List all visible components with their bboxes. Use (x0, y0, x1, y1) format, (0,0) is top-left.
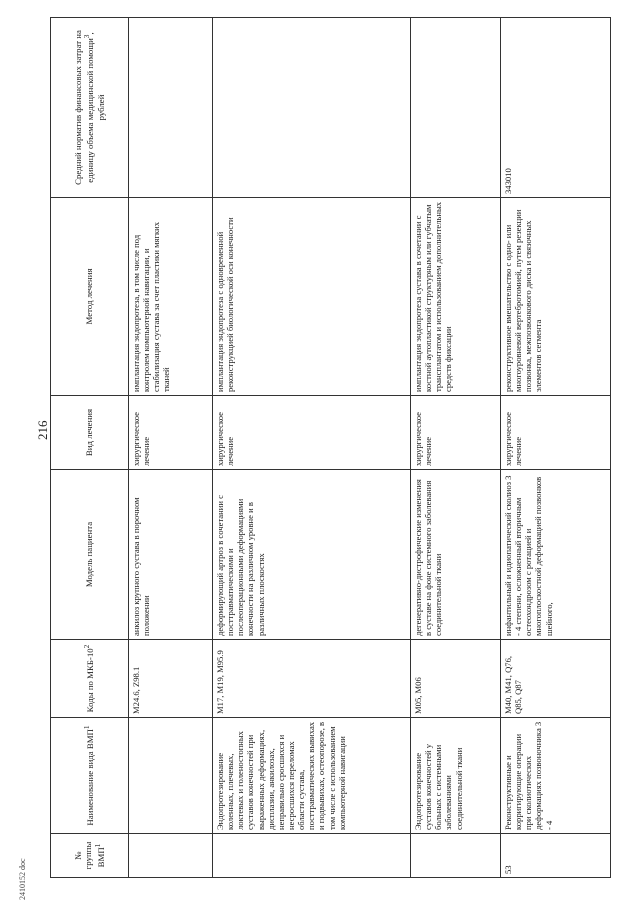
cell-icd: M24.6, Z98.1 (129, 640, 213, 718)
cell-group (129, 834, 213, 878)
header-icd: Коды по МКБ-$10^2$ (51, 640, 129, 718)
cell-icd: M40, M41, Q76, Q85, Q87 (501, 640, 611, 718)
cell-cost: 343010 (501, 18, 611, 198)
cell-group: 53 (501, 834, 611, 878)
vmp-table (50, 17, 611, 878)
cell-name: Реконструктивные и корригирующие операции при сколиотических деформациях позвоночника 3 - 4 (501, 718, 611, 834)
cell-patient: инфантильный и идиопатический сколиоз 3 - 4 степени, осложненный вторичным остеохондрозом с ротацией и многоплоскостной деформацией позвонков шейного, (501, 470, 611, 640)
header-treatment-type: Вид лечения (51, 396, 129, 470)
cell-method: имплантация эндопротеза сустава в сочетании с костной аутопластикой структурным или губчатым трансплантатом и использованием дополнительных средств фиксации (411, 198, 501, 396)
table-row (213, 18, 411, 878)
document-footer: 2410152 doc (18, 858, 27, 900)
table-header-row (51, 18, 129, 878)
cell-group (411, 834, 501, 878)
cell-name: Эндопротезирование коленных, плечевых, локтевых и голеностопных суставов конечностей при выраженных деформациях, дисплазии, анкилозах, неправильно сросшихся и несросшихся переломах области сустава, посттравматических вывихах и подвывихах, остеопорозе, в том числе с использованием компьютерной навигации (213, 718, 411, 834)
cell-method: имплантация эндопротеза с одновременной реконструкцией биологической оси конечности (213, 198, 411, 396)
cell-treatment: хирургическое лечение (501, 396, 611, 470)
cell-treatment: хирургическое лечение (213, 396, 411, 470)
table-row (129, 18, 213, 878)
cell-method: имплантация эндопротеза, в том числе под контролем компьютерной навигации, и стабилизация сустава за счет пластики мягких тканей (129, 198, 213, 396)
cell-name: Эндопротезирование суставов конечностей у больных с системными заболеваниями соединительной ткани (411, 718, 501, 834)
header-patient: Модель пациента (51, 470, 129, 640)
table-row (411, 18, 501, 878)
cell-cost (411, 18, 501, 198)
header-group: № группы ВМП$^1$ (51, 834, 129, 878)
table-row (501, 18, 611, 878)
cell-patient: дегенеративно-дистрофические изменения в суставе на фоне системного заболевания соединительной ткани (411, 470, 501, 640)
cell-name (129, 718, 213, 834)
header-name: Наименование вида ВМП$^1$ (51, 718, 129, 834)
cell-patient: анкилоз крупного сустава в порочном положении (129, 470, 213, 640)
rotated-table-wrapper (50, 18, 610, 878)
cell-patient: деформирующий артроз в сочетании с посттравматическими и послеоперационными деформациями конечности на различном уровне и в различных плоскостях (213, 470, 411, 640)
cell-icd: M17, M19, M95.9 (213, 640, 411, 718)
cell-method: реконструктивное вмешательство с одно- или многоуровневой вертебротомией, путем резекции позвонка, межпозвонкового диска и связочных элементов сегмента (501, 198, 611, 396)
cell-cost (213, 18, 411, 198)
cell-treatment: хирургическое лечение (129, 396, 213, 470)
cell-group (213, 834, 411, 878)
header-method: Метод лечения (51, 198, 129, 396)
header-cost: Средний норматив финансовых затрат на единицу объема медицинской помощи$^3$, рублей (51, 18, 129, 198)
cell-treatment: хирургическое лечение (411, 396, 501, 470)
page-number-text: 216 (35, 420, 50, 440)
cell-icd: M05, M06 (411, 640, 501, 718)
cell-cost (129, 18, 213, 198)
